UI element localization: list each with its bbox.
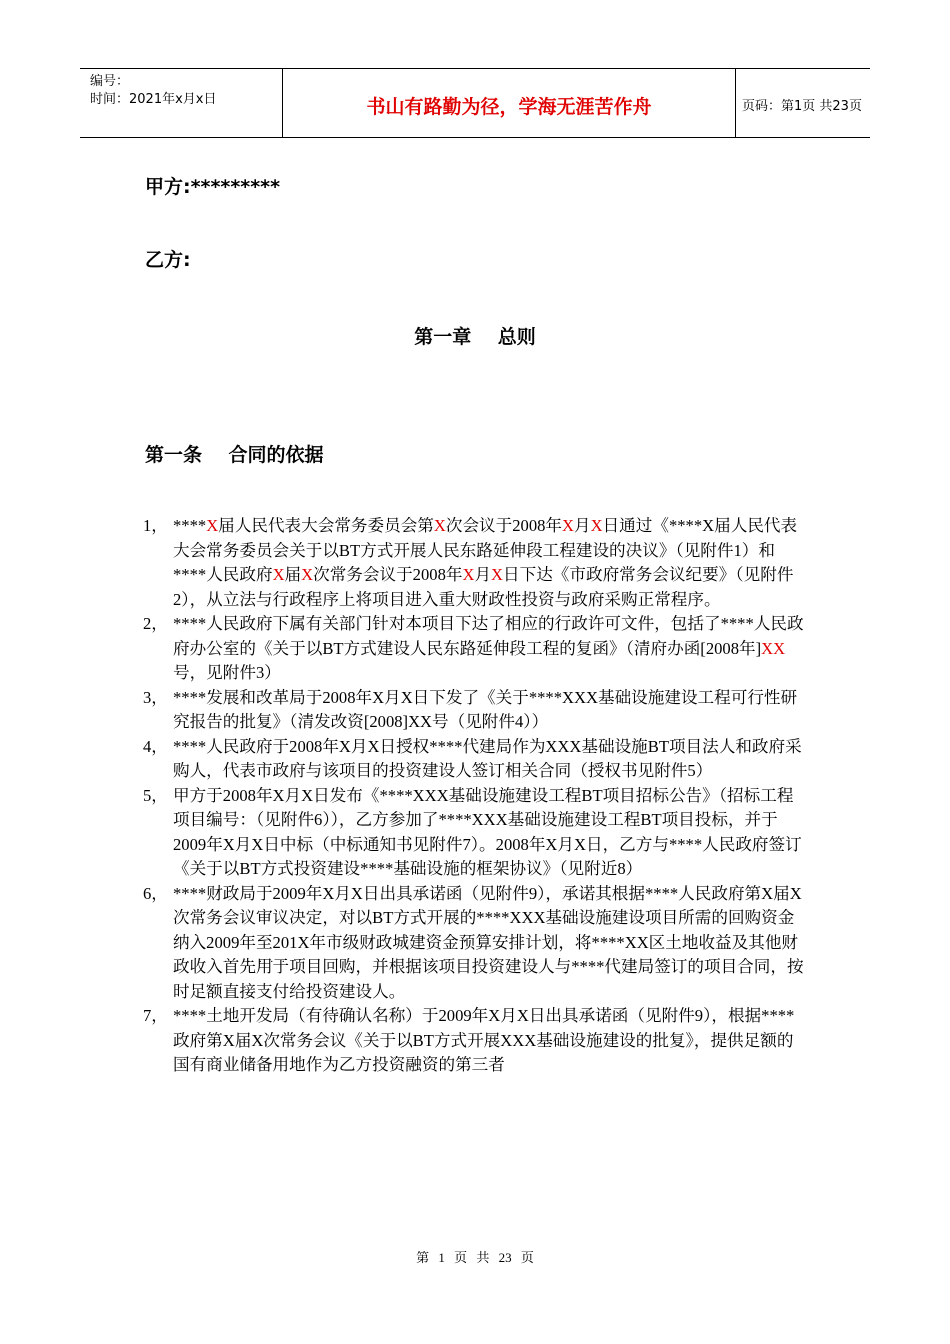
- item-number: 7，: [143, 1006, 168, 1025]
- item-text: ****土地开发局（有待确认名称）于2009年X月X日出具承诺函（见附件9），根据****政府第X届X次常务会议《关于以BT方式开展XXX基础设施建设的批复》，提供足额的国有商业储备用地作为乙方投资融资的第三者: [173, 1006, 795, 1074]
- item-text: 届: [284, 565, 302, 584]
- item-text: 项目回购，并根据该项目投资建设人与****代建局签订的项目合同，按时足额直接支付给投资建设人。: [173, 957, 804, 1001]
- placeholder-mark: X: [433, 516, 446, 535]
- placeholder-mark: X: [206, 516, 219, 535]
- list-item: [143, 686, 808, 735]
- item-text: 月: [474, 565, 492, 584]
- item-text: 次会议于2008年: [445, 516, 563, 535]
- item-text: 次常务会议于2008年: [313, 565, 463, 584]
- header-motto: 书山有路勤为径，学海无涯苦作舟: [366, 96, 652, 118]
- list-item: [143, 784, 808, 882]
- document-time-label: 时间：2021年x月x日: [90, 92, 217, 107]
- item-number: 2，: [143, 614, 168, 633]
- list-item: [143, 882, 808, 1005]
- clause-list: [143, 514, 808, 1078]
- party-a: 甲方:*********: [145, 176, 281, 198]
- party-b: 乙方:: [145, 249, 191, 271]
- list-item: [143, 514, 808, 612]
- header-meta-cell: [80, 69, 282, 137]
- page-footer: 第 1 页 共 23 页: [416, 1250, 534, 1265]
- item-text: ****发展和改革局于2008年X月X日下发了《关于****XXX基础设施建设工程可行性研究报告的批复》（清发改资[2008]XX号（见附件4））: [173, 687, 798, 731]
- placeholder-mark: X: [301, 565, 314, 584]
- item-text: 号，见附件3）: [173, 663, 281, 682]
- placeholder-mark: X: [462, 565, 475, 584]
- placeholder-mark: X: [590, 516, 603, 535]
- item-text: ****人民政府下属有关部门针对本项目下达了相应的行政许可文件，包括了****人民政府办公室的《关于以BT方式建设人民东路延伸段工程的复函》（清府办函[2008年]: [173, 614, 804, 658]
- item-text: 日下达《市政府常务会议纪要》（见附件2），从立法与行政程序上将项目进入重大财政性投资与政府采购正常程序。: [173, 565, 794, 609]
- item-number: 4，: [143, 736, 168, 756]
- chapter-title: 第一章 总则: [414, 326, 536, 348]
- item-text: 届人民代表大会常务委员会第: [218, 516, 434, 535]
- item-text: 日通过《****X届人民代表大会常务委员会关于以BT方式开展人民东路延伸段工程建设的决议》（见附件1）和****人民政府: [173, 516, 798, 584]
- emphasized-text: 首先用于 . . .: [223, 957, 289, 976]
- item-text: ****财政局于2009年X月X日出具承诺函（见附件9），承诺其根据****人民政府第X届X次常务会议审议决定，对以BT方式开展的****XXX基础设施建设项目所需的回购资金纳入2009年至201X年市级财政城建资金预算安排计划，将****XX区土地收益及其他财政收入: [173, 883, 802, 976]
- document-number-label: 编号：: [90, 74, 130, 89]
- placeholder-mark: X: [562, 516, 575, 535]
- item-text: 月: [574, 516, 591, 535]
- list-item: [143, 735, 808, 784]
- document-header: [80, 68, 870, 138]
- item-text: 甲方于2008年X月X日发布《****XXX基础设施建设工程BT项目招标公告》（招标工程项目编号：（见附件6）），乙方参加了****XXX基础设施建设工程BT项目投标，并于2009年X月X日中标（中标通知书见附件7）。2008年X月X日，乙方与****人民政府签订《关于以BT方式投资建设****基础设施的框架协议》（见附近8）: [173, 785, 802, 878]
- header-page-cell: [734, 69, 870, 137]
- list-item: [143, 1004, 808, 1078]
- item-text: ****: [173, 516, 207, 535]
- item-number: 6，: [143, 883, 168, 903]
- placeholder-mark: X: [491, 565, 504, 584]
- item-number: 3，: [143, 687, 168, 707]
- list-item: [143, 612, 808, 686]
- placeholder-mark: XX: [761, 638, 786, 658]
- item-text: ****人民政府于2008年X月X日授权****代建局作为XXX基础设施BT项目法人和政府采购人，代表市政府与该项目的投资建设人签订相关合同（授权书见附件5）: [173, 736, 802, 780]
- item-number: 1，: [143, 516, 168, 535]
- item-number: 5，: [143, 785, 168, 805]
- header-motto-cell: [282, 69, 736, 137]
- header-page-info: 页码：第1页 共23页: [742, 99, 862, 114]
- article-title: 第一条 合同的依据: [145, 444, 324, 466]
- placeholder-mark: X: [272, 565, 285, 584]
